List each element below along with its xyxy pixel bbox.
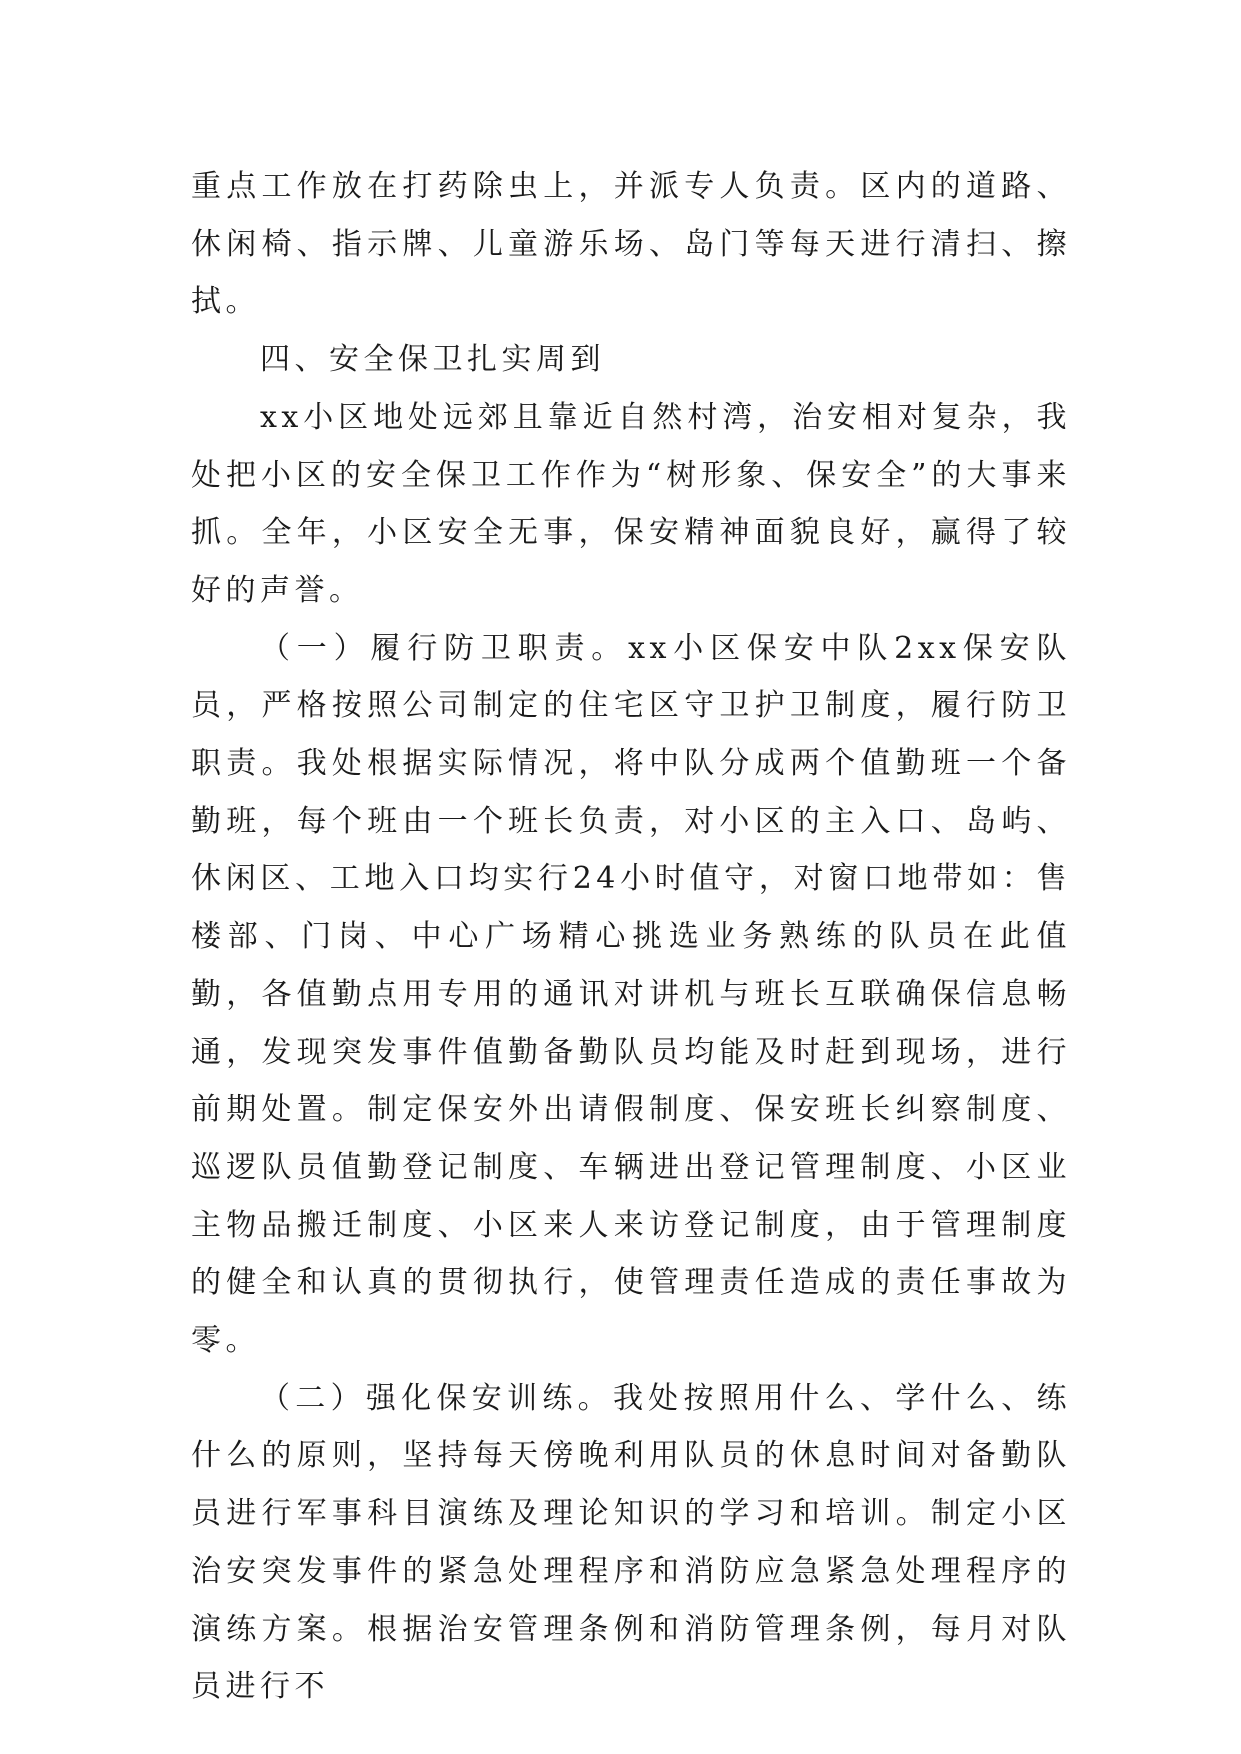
paragraph-security-training: （二）强化保安训练。我处按照用什么、学什么、练什么的原则，坚持每天傍晚利用队员的休息时间对备勤队员进行军事科目演练及理论知识的学习和培训。制定小区治安突发事件的紧急处理程序和消防应急紧急处理程序的演练方案。根据治安管理条例和消防管理条例，每月对队员进行不 [191, 1380, 1071, 1705]
paragraph-security-overview: xx小区地处远郊且靠近自然村湾，治安相对复杂，我处把小区的安全保卫工作作为“树形象、保安全”的大事来抓。全年，小区安全无事，保安精神面貌良好，赢得了较好的声誉。 [191, 399, 1071, 608]
document-body [191, 158, 1071, 1716]
paragraph-pest-control-cleaning: 重点工作放在打药除虫上，并派专人负责。区内的道路、休闲椅、指示牌、儿童游乐场、岛门等每天进行清扫、擦拭。 [191, 169, 1071, 320]
section-heading-security: 四、安全保卫扎实周到 [260, 342, 605, 378]
paragraph-defense-duties: （一）履行防卫职责。xx小区保安中队2xx保安队员，严格按照公司制定的住宅区守卫护卫制度，履行防卫职责。我处根据实际情况，将中队分成两个值勤班一个备勤班，每个班由一个班长负责，对小区的主入口、岛屿、休闲区、工地入口均实行24小时值守，对窗口地带如：售楼部、门岗、中心广场精心挑选业务熟练的队员在此值勤，各值勤点用专用的通讯对讲机与班长互联确保信息畅通，发现突发事件值勤备勤队员均能及时赶到现场，进行前期处置。制定保安外出请假制度、保安班长纠察制度、巡逻队员值勤登记制度、车辆进出登记管理制度、小区业主物品搬迁制度、小区来人来访登记制度，由于管理制度的健全和认真的贯彻执行，使管理责任造成的责任事故为零。 [191, 630, 1071, 1359]
